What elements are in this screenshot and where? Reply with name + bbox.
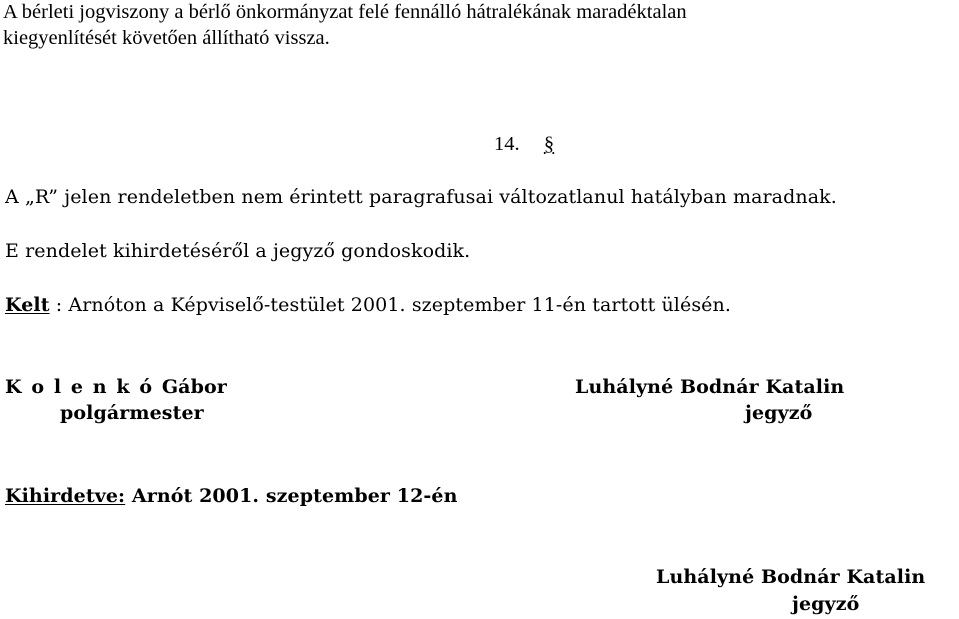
dated-text: : Arnóton a Képviselő-testület 2001. szeptember 11-én tartott ülésén.	[49, 294, 732, 316]
announced-text: Arnót 2001. szeptember 12-én	[125, 485, 458, 507]
paragraph-unchanged: A „R” jelen rendeletben nem érintett paragrafusai változatlanul hatályban maradnak.	[5, 186, 837, 208]
signature-left-title: polgármester	[60, 402, 204, 424]
section-number: 14.	[494, 133, 520, 155]
dated-line	[5, 296, 731, 315]
signature-right-title: jegyző	[745, 402, 813, 424]
dated-label: Kelt	[5, 294, 50, 316]
signature-right-name: Luhályné Bodnár Katalin	[575, 376, 845, 398]
section-heading	[494, 134, 554, 155]
intro-line-1: A bérleti jogviszony a bérlő önkormányzat felé fennálló hátralékának maradéktalan	[3, 1, 687, 23]
announced-label: Kihirdetve:	[5, 485, 126, 507]
final-signature-name: Luhályné Bodnár Katalin	[656, 566, 926, 588]
paragraph-promulgation: E rendelet kihirdetéséről a jegyző gondoskodik.	[5, 240, 471, 262]
final-signature-title: jegyző	[792, 593, 860, 615]
announced-line	[5, 487, 457, 506]
section-symbol: §	[543, 133, 555, 155]
signature-left-name: K o l e n k ó Gábor	[5, 376, 227, 398]
intro-line-2: kiegyenlítését követően állítható vissza.	[3, 27, 330, 49]
